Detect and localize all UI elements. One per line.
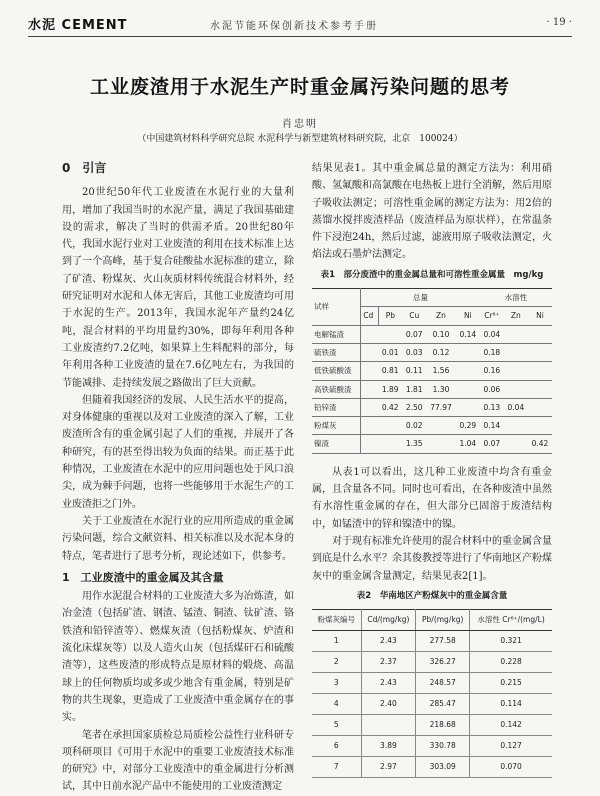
table2-cell: 277.58 — [416, 631, 470, 652]
header-divider — [28, 36, 572, 37]
table2-cell: 3 — [312, 673, 361, 694]
table1-row — [312, 325, 552, 343]
table1-cell: 0.03 — [402, 343, 426, 361]
table2-header: Cd/(mg/kg) — [361, 610, 416, 631]
journal-title: 水泥节能环保创新技术参考手册 — [210, 21, 378, 32]
table2-cell: 0.215 — [470, 673, 552, 694]
table1-cell — [456, 380, 480, 398]
table1-cell: 0.13 — [480, 398, 504, 416]
table1-cell: 0.12 — [426, 343, 456, 361]
table1-element-header: Cu — [402, 307, 426, 325]
table1-cell — [456, 343, 480, 361]
table1-cell — [456, 362, 480, 380]
table1-element-header: Zn — [504, 307, 528, 325]
intro-heading: 0 引言 — [62, 161, 107, 175]
table1 — [312, 288, 552, 454]
section1-paragraph: 用作水泥混合材料的工业废渣大多为冶炼渣，如冶金渣（包括矿渣、钢渣、锰渣、铜渣、钛矿渣、铬铁渣和铅锌渣等）、燃煤灰渣（包括粉煤灰、炉渣和流化床煤灰等）以及人造火山灰（包括煤矸石和硫酸渣等），这些废渣的形成特点是原材料的煅烧、高温球上的任何物质均或多或少地含有重金属，特别是矿物的共生现象，更造成了工业废渣中重金属存在的事实。 — [62, 591, 294, 724]
table1-body — [312, 325, 552, 453]
table1-row — [312, 398, 552, 416]
table2-cell: 218.68 — [416, 715, 470, 736]
table1-sample-name: 硫铁渣 — [312, 343, 361, 361]
table1-cell — [528, 362, 552, 380]
table1-sample-name: 高铁硫酸渣 — [312, 380, 361, 398]
table1-cell: 0.04 — [480, 325, 504, 343]
table1-cell: 0.29 — [456, 417, 480, 435]
table1-cell — [504, 380, 528, 398]
table1-cell: 0.10 — [426, 325, 456, 343]
table2-header: 粉煤灰编号 — [312, 610, 361, 631]
table1-soluble-header: 水溶性 — [480, 289, 552, 307]
table1-cell — [361, 380, 378, 398]
table1-sample-name: 铅锌渣 — [312, 398, 361, 416]
table2-body — [312, 631, 552, 778]
table1-cell — [361, 325, 378, 343]
table1-cell: 1.04 — [456, 435, 480, 453]
table2-header: 水溶性 Cr⁶⁺/(mg/L) — [470, 610, 552, 631]
table2-cell: 248.57 — [416, 673, 470, 694]
table2-row — [312, 694, 552, 715]
table1-cell: 0.02 — [402, 417, 426, 435]
table2-cell: 285.47 — [416, 694, 470, 715]
table2-cell: 0.114 — [470, 694, 552, 715]
right-column — [312, 160, 552, 778]
intro-paragraph: 但随着我国经济的发展、人民生活水平的提高，对身体健康的重视以及对工业废渣的深入了解，工业废渣所含有的重金属引起了人们的重视，并展开了各种研究，有的甚至得出较为负面的结果。而正基于此种情况，工业废渣在水泥中的应用问题也处于风口浪尖，成为棘手问题，也将一些能够用于水泥生产的工业废渣拒之门外。 — [62, 394, 294, 510]
table2-cell: 330.78 — [416, 736, 470, 757]
table2-header: Pb/(mg/kg) — [416, 610, 470, 631]
table1-element-header: Cd — [361, 307, 378, 325]
table1-cell — [361, 362, 378, 380]
table1-cell — [528, 343, 552, 361]
table2-cell — [361, 715, 416, 736]
journal-logo: 水泥 CEMENT — [28, 18, 128, 33]
table1-cell — [361, 398, 378, 416]
table2 — [312, 609, 552, 778]
table1-cell: 0.04 — [504, 398, 528, 416]
table1-cell: 0.11 — [402, 362, 426, 380]
page-number: · 19 · — [546, 17, 572, 28]
table2-row — [312, 757, 552, 778]
table1-cell — [528, 325, 552, 343]
table1-cell — [426, 435, 456, 453]
table1-cell: 2.50 — [402, 398, 426, 416]
table1-element-header: Pb — [378, 307, 402, 325]
table2-cell: 7 — [312, 757, 361, 778]
table1-total-header: 总量 — [361, 289, 480, 307]
table2-cell: 2 — [312, 652, 361, 673]
table2-cell: 303.09 — [416, 757, 470, 778]
table2-cell: 2.37 — [361, 652, 416, 673]
table1-caption: 表1 部分废渣中的重金属总量和可溶性重金属量 mg/kg — [320, 269, 544, 280]
table1-cell — [361, 417, 378, 435]
table2-caption: 表2 华南地区产粉煤灰中的重金属含量 — [356, 590, 508, 601]
table2-row — [312, 736, 552, 757]
table2-cell: 326.27 — [416, 652, 470, 673]
intro-paragraph: 20世纪50年代工业废渣在水泥行业的大量利用，增加了我国当时的水泥产量，满足了我国基础建设的需求，解决了当时的供需矛盾。20世纪80年代，我国水泥行业对工业废渣的利用在技术标准上达到了一个高峰，基于复合硅酸盐水泥标准的建立，除了矿渣、粉煤灰、火山灰质材料传统混合材料外，经研究证明对水泥和人体无害后，其他工业废渣均可用于水泥的生产。2013年，我国水泥年产量约24亿吨，混合材料的平均用量约30%，即每年利用各种工业废渣约7.2亿吨，如果算上生料配料的部分，每年利用各种工业废渣的量在7.6亿吨左右，为我国的节能减排、走持续发展之路做出了巨大贡献。 — [62, 187, 294, 389]
table1-cell: 0.07 — [480, 435, 504, 453]
table1-element-header: Zn — [426, 307, 456, 325]
page-header — [28, 14, 572, 36]
table2-row — [312, 631, 552, 652]
table1-row — [312, 343, 552, 361]
table1-cell: 0.18 — [480, 343, 504, 361]
table1-cell: 1.30 — [426, 380, 456, 398]
table1-sample-header: 试样 — [312, 289, 361, 326]
table1-cell — [426, 417, 456, 435]
table2-cell: 1 — [312, 631, 361, 652]
table1-row — [312, 417, 552, 435]
table2-cell: 2.40 — [361, 694, 416, 715]
table1-cell: 0.14 — [480, 417, 504, 435]
table1-element-header: Cr⁶⁺ — [480, 307, 504, 325]
table2-cell: 0.321 — [470, 631, 552, 652]
table1-row — [312, 380, 552, 398]
table1-cell: 0.06 — [480, 380, 504, 398]
table1-cell — [528, 380, 552, 398]
table1-cell — [378, 325, 402, 343]
table2-row — [312, 715, 552, 736]
article-affiliation: （中国建筑材料科学研究总院 水泥科学与新型建筑材料研究院，北京 100024） — [137, 134, 463, 144]
table1-cell: 0.42 — [378, 398, 402, 416]
table1-cell: 1.56 — [426, 362, 456, 380]
table1-sample-name: 低铁硫酸渣 — [312, 362, 361, 380]
table1-cell — [528, 417, 552, 435]
table1-cell — [504, 362, 528, 380]
table1-sample-name: 电解锰渣 — [312, 325, 361, 343]
table1-cell: 0.42 — [528, 435, 552, 453]
table1-cell: 0.14 — [456, 325, 480, 343]
table2-cell: 0.228 — [470, 652, 552, 673]
analysis-paragraph: 从表1可以看出，这几种工业废渣中均含有重金属，且含量各不同。同时也可看出，在各种废渣中虽然有水溶性重金属的存在，但大部分已固溶于废渣结构中，如锰渣中的锌和镍渣中的镍。 — [312, 466, 552, 530]
analysis-paragraph: 对于现有标准允许使用的混合材料中的重金属含量到底是什么水平？余其俊教授等进行了华南地区产粉煤灰中的重金属含量测定，结果见表2[1]。 — [312, 535, 552, 582]
table1-cell — [504, 435, 528, 453]
table1-cell — [528, 398, 552, 416]
table2-cell: 3.89 — [361, 736, 416, 757]
table1-cell: 1.81 — [402, 380, 426, 398]
table1-cell — [504, 325, 528, 343]
table2-cell: 0.142 — [470, 715, 552, 736]
table1-cell — [378, 417, 402, 435]
table1-cell — [504, 417, 528, 435]
table1-element-header: Ni — [528, 307, 552, 325]
table2-cell: 0.070 — [470, 757, 552, 778]
method-paragraph: 结果见表1。其中重金属总量的测定方法为：利用硝酸、氢氟酸和高氯酸在电热板上进行全消解，然后用原子吸收法测定；可溶性重金属的测定方法为：用2倍的蒸馏水搅拌废渣样品（废渣样品为原状样），在常温条件下浸泡24h，然后过滤，滤液用原子吸收法测定，火焰法或石墨炉法测定。 — [312, 163, 552, 261]
article-author: 肖忠明 — [282, 119, 318, 130]
table1-element-header: Ni — [456, 307, 480, 325]
table1-cell: 0.01 — [378, 343, 402, 361]
table2-cell: 2.43 — [361, 631, 416, 652]
table1-row — [312, 435, 552, 453]
table2-cell: 2.97 — [361, 757, 416, 778]
section1-heading: 1 工业废渣中的重金属及其含量 — [62, 570, 224, 584]
table1-cell — [361, 343, 378, 361]
table1-row — [312, 362, 552, 380]
table2-cell: 2.43 — [361, 673, 416, 694]
left-column — [62, 160, 294, 796]
table1-sample-name: 粉煤灰 — [312, 417, 361, 435]
table1-cell: 0.07 — [402, 325, 426, 343]
table2-cell: 5 — [312, 715, 361, 736]
table1-cell — [378, 435, 402, 453]
table1-cell: 1.35 — [402, 435, 426, 453]
table1-cell — [361, 435, 378, 453]
section1-paragraph: 笔者在承担国家质检总局质检公益性行业科研专项科研项目《可用于水泥中的重要工业废渣技术标准的研究》中，对部分工业废渣中的重金属进行分析测试，其中日前水泥产品中不能使用的工业废渣测定 — [62, 729, 294, 793]
table2-row — [312, 652, 552, 673]
table2-row — [312, 673, 552, 694]
table2-cell: 6 — [312, 736, 361, 757]
table2-cell: 0.127 — [470, 736, 552, 757]
intro-paragraph: 关于工业废渣在水泥行业的应用所造成的重金属污染问题，综合文献资料、相关标准以及水泥本身的特点，笔者进行了思考分析，现论述如下，供参考。 — [62, 515, 294, 562]
table1-cell — [456, 398, 480, 416]
table1-cell: 1.89 — [378, 380, 402, 398]
table1-cell: 77.97 — [426, 398, 456, 416]
article-title: 工业废渣用于水泥生产时重金属污染问题的思考 — [89, 76, 510, 98]
table1-cell — [504, 343, 528, 361]
table1-cell: 0.16 — [480, 362, 504, 380]
table2-cell: 4 — [312, 694, 361, 715]
table1-sample-name: 镍渣 — [312, 435, 361, 453]
table1-cell: 0.81 — [378, 362, 402, 380]
